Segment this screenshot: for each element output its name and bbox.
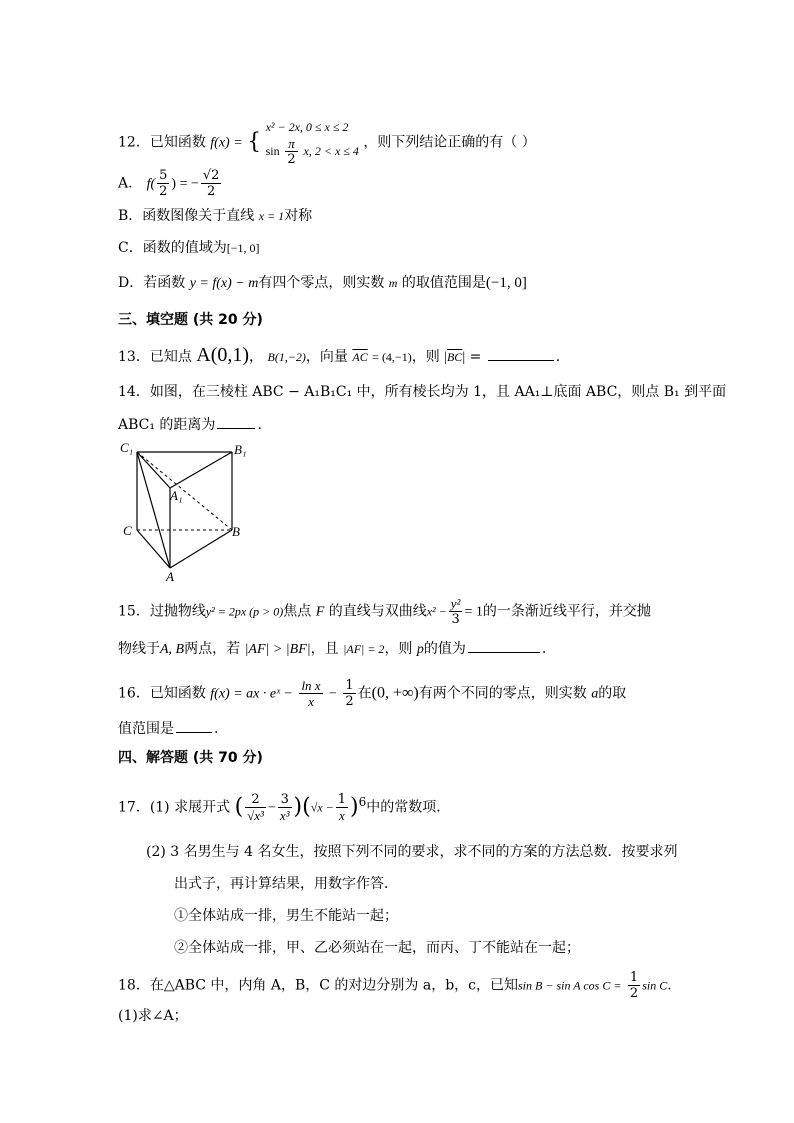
edge-ab xyxy=(170,530,232,568)
section-title-solutions: 四、解答题 (共 70 分) xyxy=(118,750,263,766)
q16-line2: 值范围是 . xyxy=(118,718,218,739)
q17-item1: ①全体站成一排，男生不能站一起； xyxy=(174,908,398,924)
q17-part1: 17．(1) 求展开式 ( $\frac{2}{\text{√x³}}$ − $\frac{3}{\text{x³}}$ )(√x − $\frac{1}{x}$ )$^6$中的常数项． xyxy=(118,792,451,824)
answer-blank[interactable] xyxy=(488,346,554,361)
answer-blank[interactable] xyxy=(217,414,255,429)
q12-line: 12．已知函数 f(x) = { x² − 2x, 0 ≤ x ≤ 2 sin $\frac{\pi}{2}$ x, 2 < x ≤ 4 ，则下列结论正确的有（ ） xyxy=(118,120,536,167)
label-b: B xyxy=(232,524,240,539)
q13-line: 13．已知点 A(0,1)， B(1,−2)，向量 $\overline{AC} = (4,-1)$，则 $|\overline{BC}|$ = . xyxy=(118,344,561,366)
brace: { xyxy=(247,129,262,155)
q14-line1: 14．如图，在三棱柱 ABC − A₁B₁C₁ 中，所有棱长均为 1，且 AA₁⊥底面 ABC，则点 B₁ 到平面 xyxy=(118,384,727,400)
q12-option-a: A． f( $\frac{5}{2}$ ) = − $\frac{√2}{2}$ xyxy=(118,168,220,199)
q15-line1: 15．过抛物线y² = 2px (p > 0)焦点 F 的直线与双曲线x² − $\frac{\text{y²}}{3}$ = 1的一条渐近线平行，并交抛 xyxy=(118,596,651,627)
prism-figure xyxy=(110,438,260,584)
q12-option-b: B．函数图像关于直线 x = 1对称 xyxy=(118,208,313,224)
label-b1: B₁ xyxy=(234,442,247,457)
q18-part1: (1)求∠A； xyxy=(118,1008,188,1024)
q17-part2-line1: (2) 3 名男生与 4 名女生，按照下列不同的要求，求不同的方案的方法总数．按要求列 xyxy=(146,844,678,860)
q12-option-d: D．若函数 y = f(x) − m有四个零点，则实数 m 的取值范围是(−1, 0] xyxy=(118,275,527,291)
label-c: C xyxy=(123,523,132,538)
answer-blank[interactable] xyxy=(468,638,540,653)
section-title-fill-in: 三、填空题 (共 20 分) xyxy=(118,312,263,328)
q14-line2: ABC₁ 的距离为 . xyxy=(118,414,262,435)
q12-option-c: C．函数的值域为[−1, 0] xyxy=(118,240,260,256)
q16-line1: 16．已知函数 f(x) = ax · eˣ − $\frac{\text{ln x}}{x}$ − $\frac{1}{2}$ 在(0, +∞)有两个不同的零点，则实数 a的取 xyxy=(118,678,627,709)
edge-c1b-hidden xyxy=(137,452,232,530)
label-c1: C₁ xyxy=(120,440,134,455)
q17-item2: ②全体站成一排，甲、乙必须站在一起，而丙、丁不能站在一起； xyxy=(174,940,580,956)
edge-a1b1 xyxy=(170,452,232,488)
q17-part2-line2: 出式子，再计算结果，用数字作答． xyxy=(174,876,398,892)
q15-line2: 物线于A, B两点，若 |AF| > |BF|，且 |AF| = 2，则 p的值为 . xyxy=(118,638,546,660)
label-a1: A₁ xyxy=(170,488,183,503)
q18-line: 18．在△ABC 中，内角 A，B，C 的对边分别为 a，b，c，已知sin B − sin A cos C = $\frac{1}{2}$ sin C. xyxy=(118,970,672,1001)
label-a: A xyxy=(166,569,174,584)
answer-blank[interactable] xyxy=(176,718,212,733)
